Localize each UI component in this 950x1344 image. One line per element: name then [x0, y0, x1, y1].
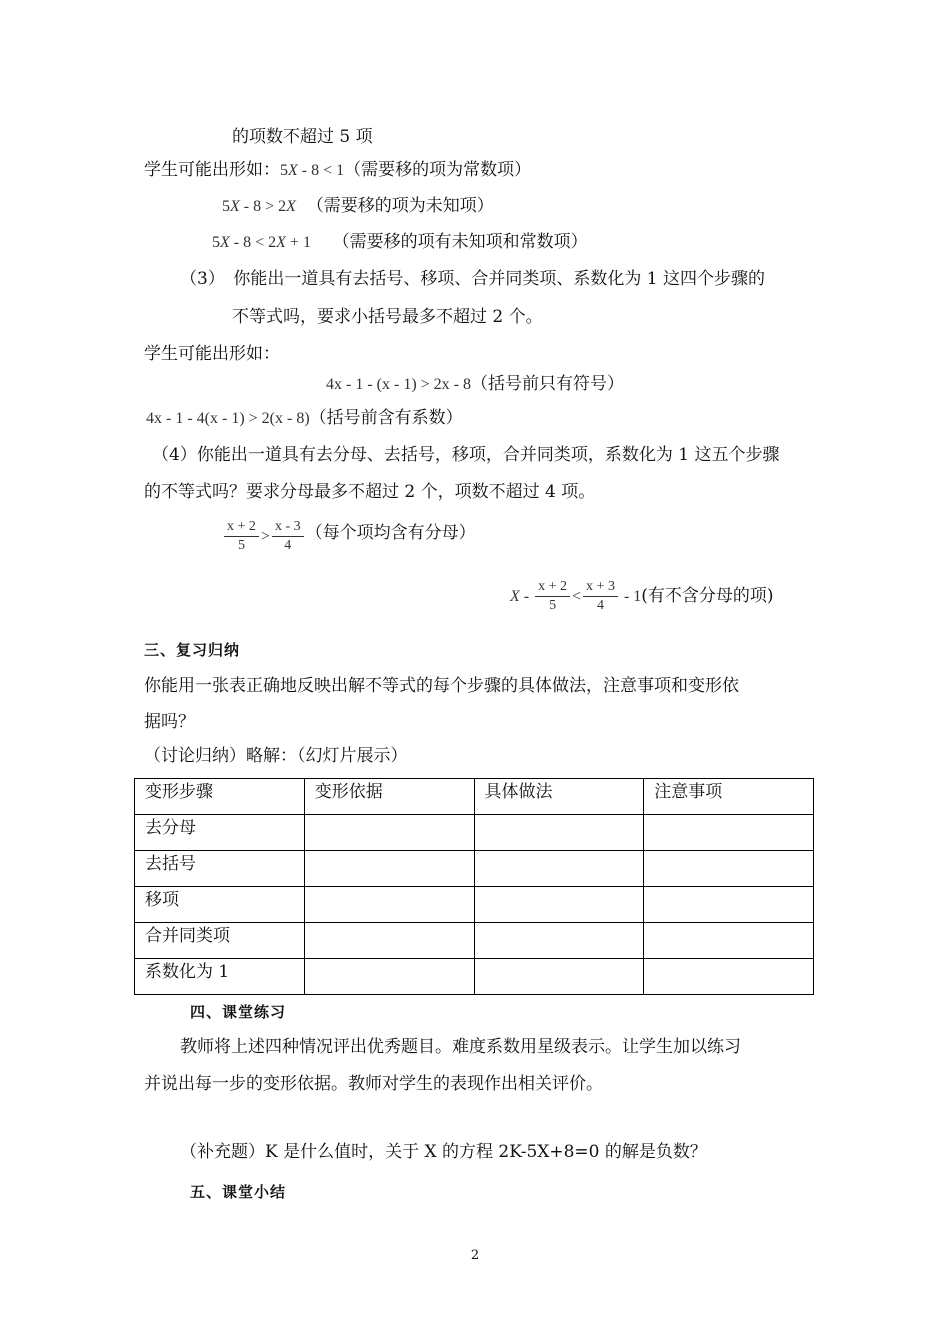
text-line: 学生可能出形如：: [144, 344, 280, 364]
table-row: [135, 887, 814, 923]
note: （需要移的项为未知项）: [306, 196, 494, 216]
table-row: [135, 959, 814, 995]
text-line: （补充题）K 是什么值时，关于 X 的方程 2K-5X+8=0 的解是负数？: [180, 1142, 707, 1162]
text-line: 教师将上述四种情况评出优秀题目。难度系数用星级表示。让学生加以练习: [180, 1037, 741, 1057]
text-line: 并说出每一步的变形依据。教师对学生的表现作出相关评价。: [144, 1074, 603, 1094]
note: （括号前含有系数）: [309, 408, 463, 428]
text-line: （3） 你能出一道具有去括号、移项、合并同类项、系数化为 1 这四个步骤的: [180, 269, 765, 289]
text-line: 的项数不超过 5 项: [232, 127, 373, 147]
fraction: $\frac{x - 3}{4}$: [272, 518, 304, 555]
fraction: $\frac{x + 2}{5}$: [224, 518, 259, 555]
table-header-row: [135, 779, 814, 815]
table-cell: 系数化为 1: [135, 959, 305, 995]
fraction: $\frac{x + 2}{5}$: [535, 578, 570, 615]
fraction: $\frac{x + 3}{4}$: [583, 578, 618, 615]
note: （需要移的项有未知项和常数项）: [332, 232, 588, 252]
table-row: [135, 851, 814, 887]
math-expression: 5X - 8 > 2X: [222, 198, 296, 215]
text-line: 据吗？: [144, 712, 195, 732]
table-header: 注意事项: [644, 779, 814, 815]
table-header: 具体做法: [474, 779, 644, 815]
table-header: 变形依据: [304, 779, 474, 815]
section-heading: 三、复习归纳: [144, 641, 241, 659]
table-row: [135, 923, 814, 959]
text-line: [146, 406, 463, 431]
math-expression: 5X - 8 < 1: [280, 162, 345, 179]
steps-table: [134, 778, 814, 995]
table-cell: 合并同类项: [135, 923, 305, 959]
text-line: 你能用一张表正确地反映出解不等式的每个步骤的具体做法，注意事项和变形依: [144, 676, 739, 696]
table-header: 变形步骤: [135, 779, 305, 815]
table-cell: 去括号: [135, 851, 305, 887]
math-expression: 5X - 8 < 2X + 1: [212, 234, 311, 251]
text-line: 的不等式吗？要求分母最多不超过 2 个，项数不超过 4 项。: [144, 482, 596, 502]
table-cell: 移项: [135, 887, 305, 923]
table-row: [135, 815, 814, 851]
text-line: 不等式吗，要求小括号最多不超过 2 个。: [232, 307, 543, 327]
page-number: 2: [470, 1248, 480, 1263]
math-expression: 4x - 1 - 4(x - 1) > 2(x - 8): [146, 410, 310, 427]
section-heading: 五、课堂小结: [190, 1183, 287, 1201]
section-heading: 四、课堂练习: [190, 1003, 287, 1021]
note: （括号前只有符号）: [471, 374, 624, 394]
note: （需要移的项为常数项）: [344, 160, 532, 180]
text-line: [326, 372, 624, 397]
text-line: [144, 158, 531, 183]
text-line: [212, 230, 588, 255]
note: (有不含分母的项): [641, 586, 774, 606]
fraction-inequality: $\frac{x + 2}{5}$ > $\frac{x - 3}{4}$ （每个项均含有分母）: [222, 518, 476, 555]
math-expression: 4x - 1 - (x - 1) > 2x - 8: [326, 376, 471, 393]
text-line: （讨论归纳）略解：（幻灯片展示）: [144, 746, 408, 766]
note: （每个项均含有分母）: [305, 523, 476, 543]
text-line: [222, 194, 494, 219]
text-span: 学生可能出形如：: [144, 160, 280, 180]
table-cell: 去分母: [135, 815, 305, 851]
text-line: （4）你能出一道具有去分母、去括号，移项，合并同类项，系数化为 1 这五个步骤: [152, 445, 780, 465]
fraction-inequality: X - $\frac{x + 2}{5}$ < $\frac{x + 3}{4}$ - 1(有不含分母的项): [510, 579, 774, 613]
